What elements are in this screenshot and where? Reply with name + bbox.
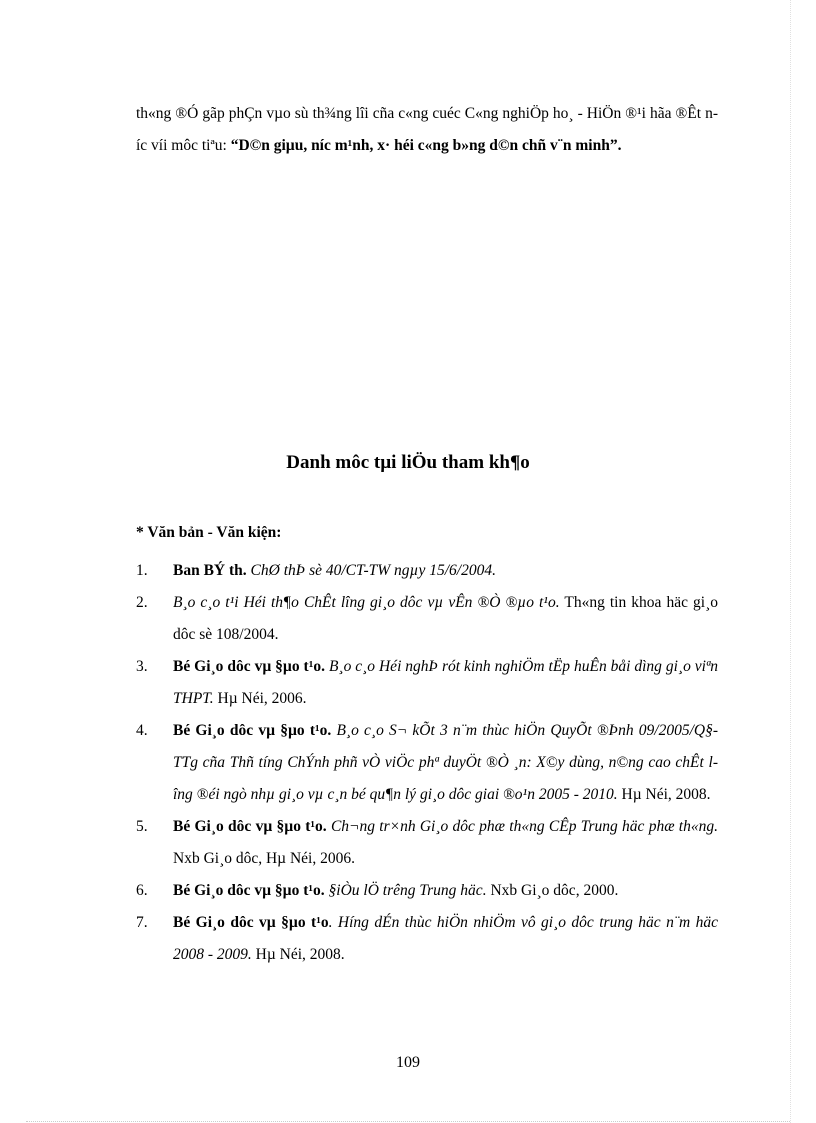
reference-number: 6. [136, 882, 148, 899]
reference-title: B¸o c¸o t¹i Héi th¶o ChÊt lîng gi¸o dôc vµ vÊn ®Ò ®µo t¹o. [173, 594, 560, 611]
page-right-border [790, 0, 791, 1123]
reference-item [136, 875, 718, 907]
intro-quote: “D©n giµu, níc m¹nh, x· héi c«ng b»ng d©n chñ v¨n minh”. [230, 137, 622, 154]
reference-author: Bé Gi¸o dôc vµ §µo t¹o [173, 914, 329, 931]
reference-author: Bé Gi¸o dôc vµ §µo t¹o. [173, 818, 327, 835]
reference-number: 4. [136, 722, 148, 739]
reference-title: B¸o c¸o S¬ kÕt 3 n¨m thùc hiÖn QuyÕt ®Þnh 09/2005/Q§-TTg cña Thñ tíng ChÝnh phñ vÒ viÖc phª duyÖt ®Ò ¸n: X©y dùng, n©ng cao chÊt lîng ®éi ngò nhµ gi¸o vµ c¸n bé qu¶n lý gi¸o dôc giai ®o¹n 2005 - 2010. [173, 722, 718, 803]
page-bottom-border [26, 1121, 790, 1122]
reference-publisher: Hµ Néi, 2006. [213, 690, 307, 707]
reference-author: Bé Gi¸o dôc vµ §µo t¹o. [173, 882, 325, 899]
reference-item [136, 715, 718, 811]
reference-author: Bé Gi¸o dôc vµ §µo t¹o. [173, 658, 325, 675]
reference-item [136, 907, 718, 971]
reference-title: B¸o c¸o Héi nghÞ rót kinh nghiÖm tËp huÊn båi dìng gi¸o viªn THPT. [173, 658, 718, 707]
reference-number: 3. [136, 658, 148, 675]
references-heading: Danh môc tµi liÖu tham kh¶o [286, 452, 530, 473]
reference-item [136, 555, 718, 587]
reference-publisher: Th«ng tin khoa häc gi¸o dôc sè 108/2004. [173, 594, 718, 643]
reference-number: 7. [136, 914, 148, 931]
reference-number: 2. [136, 594, 148, 611]
reference-title: . Híng dÉn thùc hiÖn nhiÖm vô gi¸o dôc trung häc n¨m häc 2008 - 2009. [173, 914, 719, 963]
page-number: 109 [396, 1054, 420, 1071]
reference-title: ChØ thÞ sè 40/CT-TW ngµy 15/6/2004. [250, 562, 496, 579]
reference-author: Ban BÝ th. [173, 562, 247, 579]
reference-publisher: Hµ Néi, 2008. [251, 946, 345, 963]
reference-item [136, 811, 718, 875]
reference-author: Bé Gi¸o dôc vµ §µo t¹o. [173, 722, 332, 739]
intro-text: th«ng ®Ó gãp phÇn vµo sù th¾ng lîi cña c«ng cuéc C«ng nghiÖp ho¸ - HiÖn ®¹i hãa ®Êt níc víi môc tiªu: [136, 105, 718, 154]
reference-number: 5. [136, 818, 148, 835]
reference-publisher: Hµ Néi, 2008. [617, 786, 711, 803]
section-label-documents: * Văn bản - Văn kiện: [136, 524, 282, 541]
reference-title: §iÒu lÖ trêng Trung häc. [324, 882, 487, 899]
reference-item [136, 651, 718, 715]
reference-number: 1. [136, 562, 148, 579]
reference-list [136, 555, 718, 971]
reference-publisher: Nxb Gi¸o dôc, Hµ Néi, 2006. [173, 850, 355, 867]
reference-title: Ch¬ng tr×nh Gi¸o dôc phæ th«ng CÊp Trung häc phæ th«ng. [326, 818, 718, 835]
reference-item [136, 587, 718, 651]
intro-paragraph [136, 98, 718, 162]
reference-publisher: Nxb Gi¸o dôc, 2000. [486, 882, 619, 899]
